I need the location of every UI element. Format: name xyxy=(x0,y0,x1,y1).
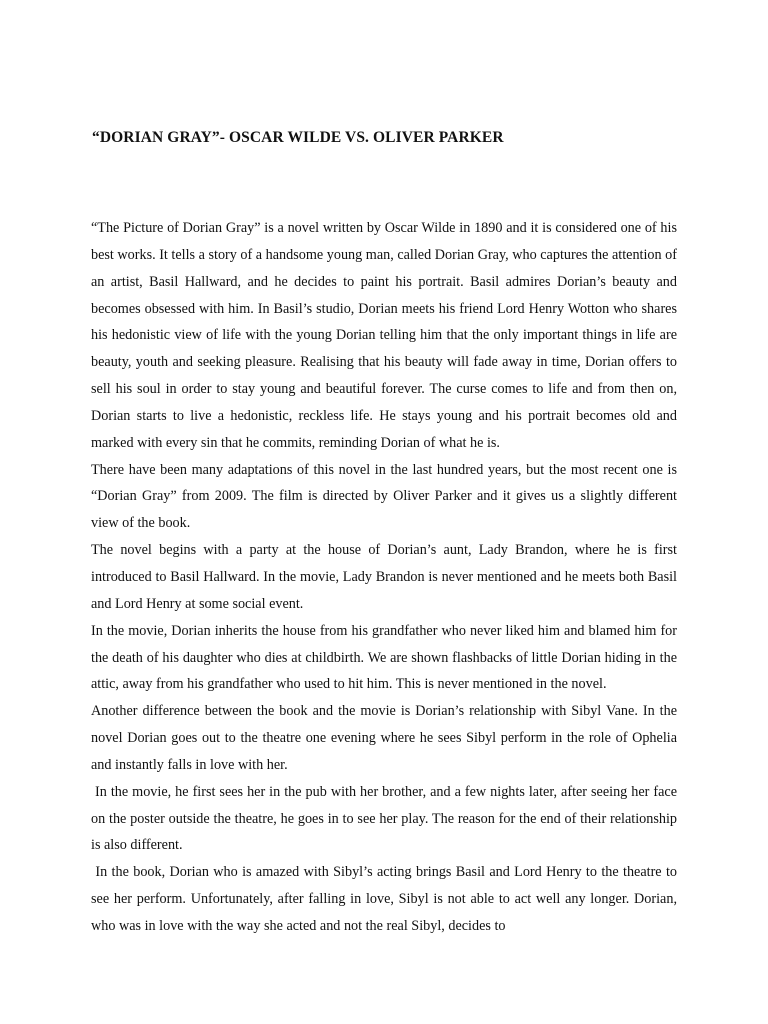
paragraph-novel-beginning: The novel begins with a party at the house of Dorian’s aunt, Lady Brandon, where he is first introduced to Basil Hallward. In the movie, Lady Brandon is never mentioned and he meets both Basil and Lord Henry at some social event. xyxy=(91,542,681,612)
paragraph-grandfather: In the movie, Dorian inherits the house from his grandfather who never liked him and blamed him for the death of his daughter who dies at childbirth. We are shown flashbacks of little Dorian hiding in the attic, away from his grandfather who used to hit him. This is never mentioned in the novel. xyxy=(91,622,681,693)
paragraph-adaptations: There have been many adaptations of this novel in the last hundred years, but the most recent one is “Dorian Gray” from 2009. The film is directed by Oliver Parker and it gives us a slightly different view of the book. xyxy=(91,461,681,532)
paragraph-intro: “The Picture of Dorian Gray” is a novel written by Oscar Wilde in 1890 and it is considered one of his best works. It tells a story of a handsome young man, called Dorian Gray, who captures the attention of an artist, Basil Hallward, and he decides to paint his portrait. Basil admires Dorian’s beauty and becomes obsessed with him. In Basil’s studio, Dorian meets his friend Lord Henry Wotton who shares his hedonistic view of life with the young Dorian telling him that the only important things in life are beauty, youth and seeking pleasure. Realising that his beauty will fade away in time, Dorian offers to sell his soul in order to stay young and beautiful forever. The curse comes to life and from then on, Dorian starts to live a hedonistic, reckless life. He stays young and his portrait becomes old and marked with every sin that he commits, reminding Dorian of what he is. xyxy=(91,220,681,451)
document-body xyxy=(91,215,681,940)
document-title: “DORIAN GRAY”- OSCAR WILDE VS. OLIVER PARKER xyxy=(92,129,504,146)
paragraph-theatre: In the book, Dorian who is amazed with Sibyl’s acting brings Basil and Lord Henry to the theatre to see her perform. Unfortunately, after falling in love, Sibyl is not able to act well any longer. Dorian, who was in love with the way she acted and not the real Sibyl, decides to xyxy=(91,864,681,934)
paragraph-sibyl-vane: Another difference between the book and the movie is Dorian’s relationship with Sibyl Vane. In the novel Dorian goes out to the theatre one evening where he sees Sibyl perform in the role of Ophelia and instantly falls in love with her. xyxy=(91,703,681,773)
paragraph-movie-meeting: In the movie, he first sees her in the pub with her brother, and a few nights later, after seeing her face on the poster outside the theatre, he goes in to see her play. The reason for the end of their relationship is also different. xyxy=(91,783,681,854)
